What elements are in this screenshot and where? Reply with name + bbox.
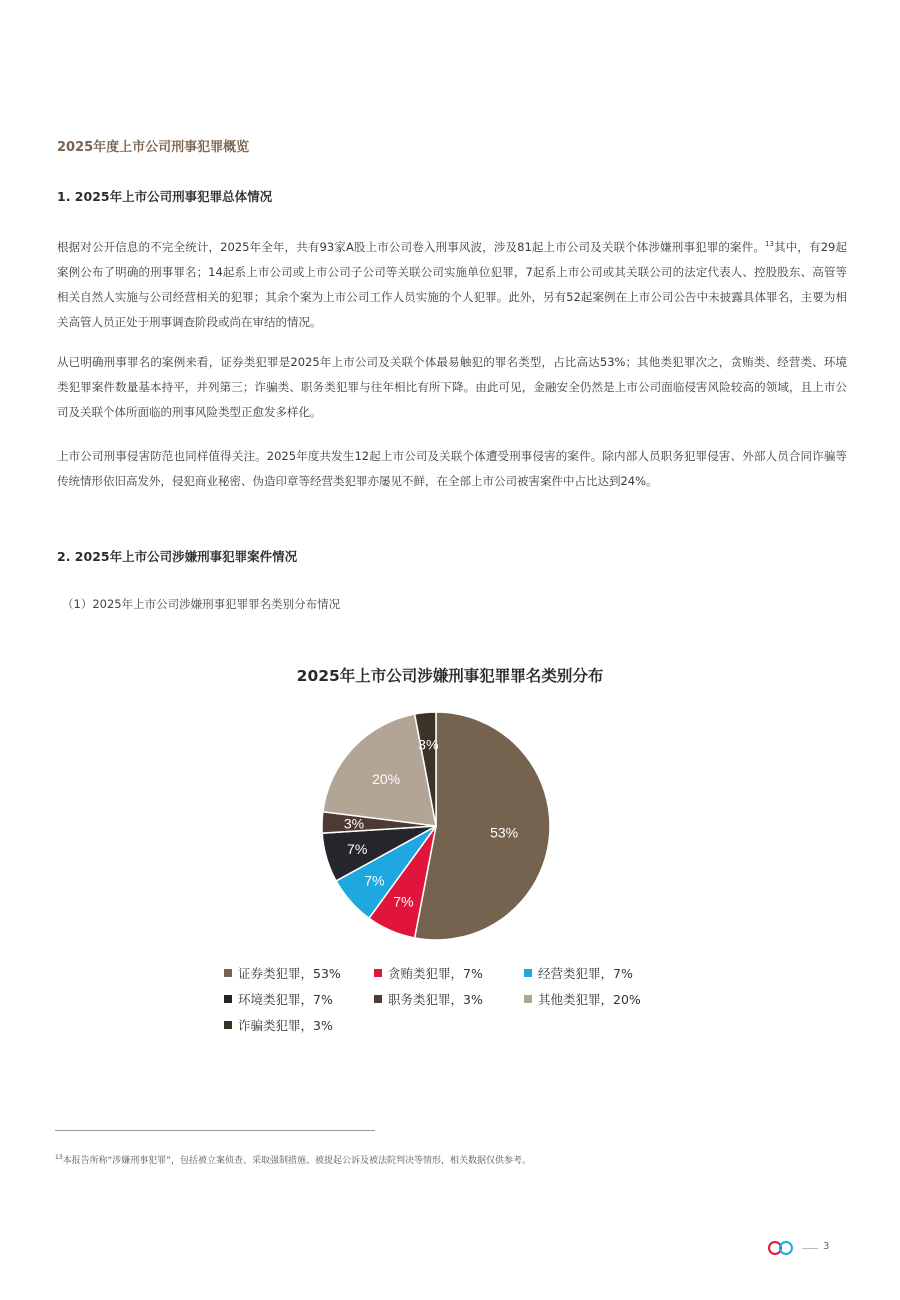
- page-number-divider: [802, 1248, 818, 1249]
- legend-item-other: [524, 990, 674, 1008]
- footnote-divider: [55, 1130, 375, 1131]
- legend-label: 职务类犯罪，3%: [388, 992, 483, 1007]
- legend-item-bribery: [374, 964, 524, 982]
- footnote-ref[interactable]: 13: [765, 240, 774, 248]
- pie-data-label-0: 53%: [490, 824, 519, 841]
- paragraph-overview-text-a: 根据对公开信息的不完全统计，2025年全年，共有93家A股上市公司卷入刑事风波，涉及81起上市公司及关联个体涉嫌刑事犯罪的案件。: [57, 239, 765, 254]
- footnote: [55, 1153, 855, 1166]
- chart-legend: [224, 960, 744, 1038]
- pie-chart: [316, 708, 556, 948]
- legend-swatch: [224, 995, 232, 1003]
- footnote-number: 13: [55, 1154, 63, 1161]
- pie-data-label-5: 20%: [372, 771, 401, 788]
- page-number: 3: [823, 1241, 830, 1252]
- paragraph-charge-types: 从已明确刑事罪名的案例来看，证券类犯罪是2025年上市公司及关联个体最易触犯的罪名类型，占比高达53%；其他类犯罪次之，贪贿类、经营类、环境类犯罪案件数量基本持平，并列第三；诈骗类、职务类犯罪与往年相比有所下降。由此可见，金融安全仍然是上市公司面临侵害风险较高的领域，且上市公司及关联个体所面临的刑事风险类型正愈发多样化。: [57, 355, 847, 419]
- legend-row: [224, 1012, 744, 1038]
- legend-swatch: [374, 969, 382, 977]
- legend-label: 贪贿类犯罪，7%: [388, 966, 483, 981]
- legend-item-business: [524, 964, 674, 982]
- legend-label: 环境类犯罪，7%: [238, 992, 333, 1007]
- legend-swatch: [224, 1021, 232, 1029]
- pie-data-label-4: 3%: [343, 815, 365, 832]
- legend-item-duty: [374, 990, 524, 1008]
- legend-row: [224, 986, 744, 1012]
- legend-swatch: [374, 995, 382, 1003]
- legend-swatch: [524, 969, 532, 977]
- legend-label: 证券类犯罪，53%: [238, 966, 341, 981]
- paragraph-overview: [57, 232, 847, 335]
- legend-label: 其他类犯罪，20%: [538, 992, 641, 1007]
- pie-data-label-2: 7%: [364, 872, 385, 889]
- paragraph-victim-cases: 上市公司刑事侵害防范也同样值得关注。2025年度共发生12起上市公司及关联个体遭受刑事侵害的案件。除内部人员职务犯罪侵害、外部人员合同诈骗等传统情形依旧高发外，侵犯商业秘密、伪造印章等经营类犯罪亦屡见不鲜，在全部上市公司被害案件中占比达到24%。: [57, 449, 847, 488]
- legend-label: 诈骗类犯罪，3%: [238, 1018, 333, 1033]
- section-title: 2025年度上市公司刑事犯罪概览: [57, 140, 250, 155]
- brand-logo-icon: [766, 1240, 796, 1256]
- pie-data-label-3: 7%: [347, 840, 368, 857]
- heading-overall: 1. 2025年上市公司刑事犯罪总体情况: [57, 189, 273, 204]
- chart-caption: （1）2025年上市公司涉嫌刑事犯罪罪名类别分布情况: [62, 597, 341, 611]
- legend-swatch: [524, 995, 532, 1003]
- legend-row: [224, 960, 744, 986]
- pie-data-label-6: 3%: [418, 736, 439, 753]
- legend-label: 经营类犯罪，7%: [538, 966, 633, 981]
- legend-item-fraud: [224, 1016, 374, 1034]
- chart-title: 2025年上市公司涉嫌刑事犯罪罪名类别分布: [296, 667, 604, 685]
- legend-item-securities: [224, 964, 374, 982]
- paragraph-overview-text-b: 其中，有29起案例公布了明确的刑事罪名；14起系上市公司或上市公司子公司等关联公司实施单位犯罪，7起系上市公司或其关联公司的法定代表人、控股股东、高管等相关自然人实施与公司经营相关的犯罪；其余个案为上市公司工作人员实施的个人犯罪。此外，另有52起案例在上市公司公告中未披露具体罪名，主要为相关高管人员正处于刑事调查阶段或尚在审结的情况。: [57, 239, 847, 329]
- pie-data-label-1: 7%: [393, 893, 414, 910]
- heading-suspected-cases: 2. 2025年上市公司涉嫌刑事犯罪案件情况: [57, 549, 298, 564]
- legend-swatch: [224, 969, 232, 977]
- footnote-text: 本报告所称“涉嫌刑事犯罪”，包括被立案侦查、采取强制措施、被提起公诉及被法院判决等情形，相关数据仅供参考。: [62, 1156, 531, 1166]
- legend-item-environment: [224, 990, 374, 1008]
